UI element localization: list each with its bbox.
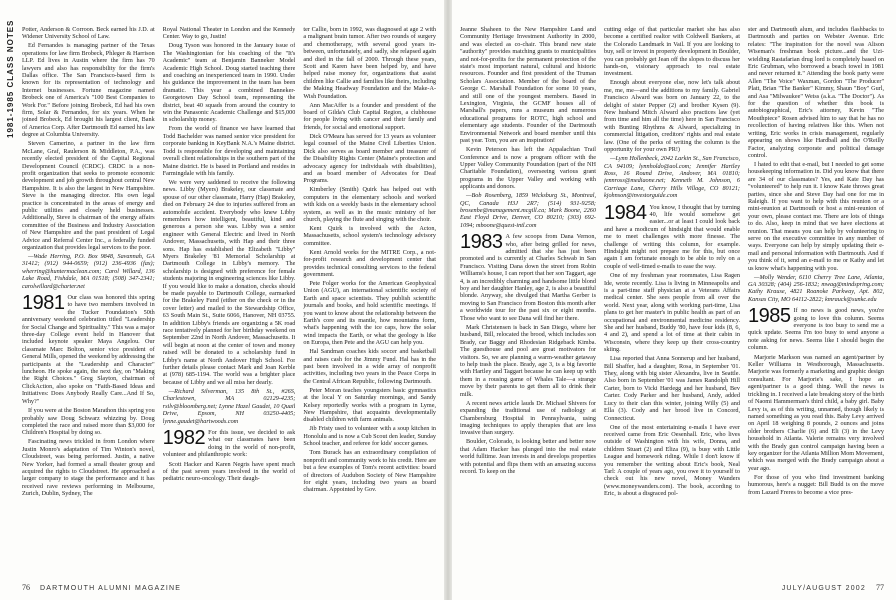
class-note-text: Our class was honored this spring to have two members involved in the Tucker Foundation's 50th anniversary weekend celebration titled "Leadership for Social Change and Spirituality." This was a major three-day College event held in Hanover that included keynote speaker Maya Angelou. Our classmate Marc Bolton, senior vice president of General Mills, opened the weekend by addressing the participants at the "Leadership and Character" luncheon. He spoke again, the next day, on "Making the Right Choices." Greg Slayton, chairman of ClickAction, also spoke on "Faith-Based Ideas and Initiatives: Does Anybody Really Care...And If So, Why?" bbox=[22, 294, 155, 405]
class-year-section bbox=[460, 233, 596, 322]
right-page bbox=[452, 0, 896, 600]
class-year-heading: 1981 bbox=[22, 292, 65, 314]
magazine-title: DARTMOUTH ALUMNI MAGAZINE bbox=[40, 585, 182, 592]
class-note-paragraph bbox=[22, 294, 155, 405]
class-note-paragraph: ter Callie, born in 1992, was diagnosed at age 2 with a malignant brain tumor. After two rounds of surgery and chemotherapy, with several good years in-between, unfortunately, and sadly, she relapsed again and died in the fall of 2000. Through these years, Scott and Karen have been helped by, and have helped raise money for, organizations that assist children like Callie and families like theirs, including the Making Headway Foundation and the Make-A-Wish Foundation. bbox=[303, 26, 437, 100]
class-note-paragraph: Kevin Peterson has left the Appalachian Trail Conference and is now a program officer with the Upper Valley Community Foundation (part of the NH Charitable Foundation), overseeing various grant programs in the Upper Valley and working with applicants and donors. bbox=[460, 146, 596, 191]
class-note-paragraph: Dick O'Meara has served for 13 years as volunteer legal counsel of the Maine Civil Liberties Union. Dick also serves as board member and treasurer of the Disability Rights Center (Maine's protection and advocacy agency for individuals with disabilities), and as board member of Advocates for Deaf Programs. bbox=[303, 132, 437, 185]
left-page bbox=[0, 0, 444, 600]
class-note-paragraph: For those of you who find investment banking humorous, here's a nugget: Bill Budd is on the move from Lazard Freres to become a vice pres- bbox=[748, 473, 884, 496]
class-note-paragraph: Mark Christensen is back in San Diego, where her husband, Bill, relocated the brood, which includes son Brady, car Baggy and Rhodesian Ridgeback Kimba. The guesthouse and pool are great motivators for visitors. So, we are planning a warm-weather getaway to help trash the place. Brady, age 3, is a big favorite with Hartley and Taggart because he can keep up with them in a rousing game of Whales Tale—a strange move by their parents to get them all to drink their milk. bbox=[460, 324, 596, 398]
class-note-paragraph: Scott Hacker and Karen Negris have spent much of the past seven years involved in the world of pediatric neuro-oncology. Their daugh- bbox=[162, 460, 296, 483]
class-note-paragraph: Royal National Theater in London and the Kennedy Center. Way to go, Justin! bbox=[162, 26, 296, 41]
class-note-paragraph: A recent news article lauds Dr. Michael Shivers for expanding the traditional use of radiology at Chambersburg Hospital in Pennsylvania, using imaging techniques to apply therapies that are less invasive than surgery. bbox=[460, 399, 596, 437]
class-notes-side-label: 1981-1985 CLASS NOTES bbox=[6, 20, 15, 139]
class-note-paragraph: One of my freshman year roommates, Lisa Ragen Ide, wrote recently. Lisa is living in Minneapolis and is a part-time staff physician at a Veterans Affairs medical center. She sees people from all over the world. Next year, along with working part-time, Lisa plans to get her master's in public health as part of an occupational and environmental medicine residency. She and her husband, Buddy '80, have four kids (8, 6, 4 and 2), and spend a lot of time at their cabin in Wisconsin, where they keep up their cross-country skiing. bbox=[604, 272, 740, 354]
class-note-paragraph: Kimberley (Smith) Quirk has helped out with computers in the elementary schools and worked with kids on a weekly basis in the elementary school system, as well as in the music ministry of her church, playing the flute and singing with the choir. bbox=[303, 186, 437, 223]
class-year-heading: 1982 bbox=[162, 426, 206, 449]
left-column-3 bbox=[303, 26, 436, 574]
issue-date: JULY/AUGUST 2002 bbox=[781, 585, 866, 592]
class-year-section bbox=[162, 426, 296, 459]
class-note-paragraph: Ed Fernandes is managing partner of the Texas operations for law firm Brobeck, Phleger & Harrison LLP. Ed lives in Austin where the firm has 70 lawyers and also has responsibility for the firm's Dallas office. The San Francisco-based firm is known for its representation of technology and Internet businesses. Fortune magazine named Brobeck one of America's "100 Best Companies to Work For." Before joining Brobeck, Ed had his own firm, Solar & Fernandes, for six years. When he joined Brobeck, Ed brought his largest client, Bank of America Corp. After Dartmouth Ed earned his law degree at Columbia University. bbox=[22, 42, 155, 139]
right-column-3 bbox=[748, 26, 884, 574]
left-column-2 bbox=[163, 26, 296, 574]
class-note-paragraph: Ann MacAffer is a founder and president of the board of Gilda's Club Capital Region, a clubhouse for people living with cancer and their family and friends, for social and emotional support. bbox=[303, 101, 437, 131]
class-note-paragraph: Hal Sandman coaches kids soccer and basketball and raises cash for the Jimmy Fund. Hal has in the past been involved in a wide array of nonprofit activities, including two years in the Peace Corps in the Central African Republic, following Dartmouth. bbox=[303, 348, 437, 385]
class-note-paragraph bbox=[162, 426, 296, 459]
right-footer bbox=[460, 583, 884, 592]
class-year-section bbox=[604, 201, 740, 271]
class-secretary-address: —Wade Herring, P.O. Box 9848, Savannah, GA 31412; (912) 944-0659; (912) 236-4936 (fax); wherring@huntermaclean.com; Carol Willard, 136 Lake Road, Fishdale, MA 01518; (508) 347-2341; carolwillard@charter.net bbox=[22, 252, 155, 290]
class-note-paragraph: Jeanne Shaheen to the New Hampshire Land and Community Heritage Investment Authority in 2000, and was elected as co-chair. This brand new state "authority" provides matching grants to municipalities and not-for-profits for the permanent protection of the state's most important natural, cultural and historic resources. Founder and first president of the Truman Scholars Association. Member of the board of the George C. Marshall Foundation for some 10 years, and still one of the youngest members. Based in Lexington, Virginia, the GCMF houses all of Marshall's papers, runs a museum and numerous educational programs for ROTC, high school and elementary age students. Founder of the Dartmouth Environmental Network and board member until this past year. Tom, you are an inspiration! bbox=[460, 26, 596, 145]
class-note-paragraph bbox=[604, 201, 740, 271]
class-note-paragraph: Fascinating news trickled in from London where Justin Monro's adaptation of Tim Winton's novel, Cloudstreet, was being performed. Justin, a native New Yorker, had formed a small theater group and acquired the rights to Cloudstreet. He approached a larger company to stage the performance and it has received rave reviews performing in Melbourne, Zurich, Dublin, Sydney, The bbox=[22, 438, 155, 498]
class-year-section bbox=[22, 294, 155, 405]
class-note-paragraph: Tom Burack has an extraordinary compilation of nonprofit and community work to his credit. Here are but a few examples of Tom's recent activities: board of directors of Audubon Society of New Hampshire for eight years, including two years as board chairman. Appointed by Gov. bbox=[303, 449, 437, 494]
class-note-paragraph: Peter Moran teaches youngsters basic gymnastics at the local Y on Saturday mornings, and Sandy Kelsey reportedly works with a program in Lyme, New Hampshire, that acquaints developmentally disabled children with farm animals. bbox=[303, 386, 437, 424]
page-number: 76 bbox=[22, 583, 30, 592]
class-secretary-address: —Molly Wender, 6110 Cherry Tree Lane, Atlanta, GA 30328; (404) 256-1832; mwag@mindspring.com; Kathy Krause, 4821 Roanoke Parkway, Apt. 802, Kansas City, MO 64112-2822; kmrauck@sunkc.edu bbox=[748, 273, 884, 303]
class-note-paragraph: Marjorie Markson was named an agent/partner by Keller Williams in Westborough, Massachusetts. Marjorie was formerly a marketing and graphic design consultant. For Marjorie's sake, I hope an agent/partner is a good thing. Well the news is trickling in. I received a late breaking story of the birth of Naomi Hammerman's third child, a baby girl. Baby Levy is, as of this writing, unnamed, though likely is named something as you read this. Baby Levy arrived on April 18 weighing 8 pounds, 2 ounces and joins older brothers Charlie (6) and Eli (3) in the Levy household in Atlanta. Valerie remains very involved with the Brady gun control campaign having been a key organizer for the Atlanta Million Mom Movement, which was merged with the Brady campaign about a year ago. bbox=[748, 353, 884, 472]
class-note-paragraph: ster and Dartmouth alum, and includes flashbacks to Dartmouth and parties on Webster Avenue. Eric relates: "The inspiration for the novel was Alison Wiseman's freshman book picture...and the Uzi-wielding Rastafarian drug lord is completely based on Eric Grubman, who borrowed a beach towel in 1981 and never returned it." Attending the book party were Allen "The Voice" Waxman, Gordon "The Producer" Platt, Brian "The Banker" Kimmy, Shaun "Boy" Gurl, and Asa "Milwaukee" Weiss (a.k.a. "The Doctor"). As for the question of whether this book is autobiographical, Eric's attorney, Kevin "The Mouthpiece" Rosen advised him to say that he has no recollection of having relatives like this. When not writing, Eric works in crisis management, regularly appearing on shows like Hardball and the O'Reilly Factor, analyzing corporate and political damage control. bbox=[748, 26, 884, 159]
right-columns bbox=[460, 26, 884, 574]
class-note-text: A few scoops from Dana Vernon, who, after being grilled for news, admitted that she has just been promoted and is currently at Charles Schwab in San Francisco. Visiting Dana down the street from Robin Williams's house, I can report that her son Taggart, age 4, is an incredibly charming and handsome little blond boy and her daughter Hanley, age 2, is also a beautiful blonde. Anyway, she divulged that Martha Gerber is moving to San Francisco from Boston this month after a worldwide tour for the past six or eight months. Those who want to see Dana will find her there. bbox=[460, 233, 596, 322]
class-year-heading: 1984 bbox=[604, 201, 647, 224]
class-note-paragraph: Doug Tyson was honored in the January issue of The Washingtonian for his coaching of the "It's Academic" team at Benjamin Banneker Model Academic High School. Doug started teaching there and coaching an inexperienced team in 1990. Under his guidance the improvement in the team has been dramatic. This year a combined Banneker-Georgetown Day School team, representing the district, beat 40 squads from around the country to win the Panasonic Academic Challenge and $15,000 in scholarship money. bbox=[162, 42, 296, 124]
class-note-paragraph bbox=[460, 233, 596, 322]
class-note-paragraph: Enough about everyone else, now let's talk about me, me, me—and the additions to my family. Gabriel Francisco Alward was born on January 22, to the delight of sister Pepper (2) and brother Kysen (9). New husband Mitch Alward also practices law (yet from time and him all the time) here in San Francisco with Bunting Rhythms & Alward, specializing in commercial litigation, creditors' rights and real estate law. (One of the perks of writing the column is the opportunity for your own PR!) bbox=[604, 79, 740, 154]
class-note-paragraph: We were very saddened to receive the following news. Libby (Myers) Brakeley, our classmate and spouse of our other classmate, Harry (Hap) Brakeley, died on February 24 due to injuries suffered from an automobile accident. Everybody who knew Libby remembers how intelligent, beautiful, kind and generous a person she was. Libby was a senior engineer with General Electric and lived in North Andover, Massachusetts, with Hap and their three sons. Hap has established the Elizabeth "Libby" Myers Brakeley '81 Memorial Scholarship at Dartmouth College in Libby's memory. The scholarship is designed with preference for female students majoring in engineering sciences like Libby. If you would like to make a donation, checks should be made payable to Dartmouth College, earmarked for the Brakeley Fund (either on the check or in the cover letter) and mailed to the Stewardship Office, 63 South Main St., Suite 6066, Hanover, NH 03755. In addition Libby's friends are organizing a 5K road race tentatively planned for her birthday weekend on September 22nd in North Andover, Massachusetts. It will begin at noon at the center of town and money raised will be donated to a scholarship fund in Libby's name at North Andover High School. For further details please contact Mark and Joan Kerble at (978) 685-1194. The world was a brighter place because of Libby and we all miss her dearly. bbox=[162, 178, 296, 386]
class-note-paragraph: Kent Quirk is involved with the Acton, Massachusetts, school system's technology advisory committee. bbox=[303, 224, 437, 247]
class-note-paragraph: Steven Camerino, a partner in the law firm McLane, Graf, Raulerson & Middleton, P.A., was recently elected president of the Capital Regional Development Council (CRDC). CRDC is a non-profit organization that seeks to promote economic development and job growth throughout central New Hampshire. It is also the largest in New Hampshire. Steve is the managing director. His own legal practice is concentrated in the areas of energy and public utilities and closely held businesses. Additionally, Steve is chairman of the energy affairs committee of the Business and Industry Association of New Hampshire and the past president of Legal Advice and Referral Center Inc., a federally funded organization that provides legal services to the poor. bbox=[22, 140, 155, 251]
right-column-2 bbox=[604, 26, 740, 574]
class-secretary-address: —Lynn Hollenbeck, 2042 Larkin St., San Francisco, CA 94109; lynnholdo@aol.com; Jennifer Hartley Ross, 16 Round Drive, Andover, MA 01810; jennross@mediaone.net; Kenneth M. Johnson, 6 Carriage Lane, Cherry Hills Village, CO 80121; kjohnson@investorguide.com bbox=[604, 155, 740, 200]
class-note-paragraph: Boulder, Colorado, is looking better and better now that Adam Hacker has plunged into the real estate world fulltime. Jean invests in and develops properties with potential and flips them with an amazing success record. To keep on the bbox=[460, 438, 596, 475]
left-column-1 bbox=[22, 26, 155, 574]
class-year-heading: 1983 bbox=[460, 231, 503, 254]
class-note-paragraph bbox=[748, 307, 884, 351]
class-secretary-address: —Richard Silverman, 135 8th St., #26S, Charlestown, MA 02129-4235; rsilv@bloomberg.net; Lynne Hazel Gaudet, 10 Quail Drive, Epsom, NH 03250-4405; lynne.gaudet@hartwoods.com bbox=[162, 387, 296, 425]
left-columns bbox=[22, 26, 436, 574]
class-note-paragraph: Potter, Anderson & Corroon. Beck earned his J.D. at Widener University School of Law. bbox=[22, 26, 155, 41]
class-note-paragraph: If you were at the Boston Marathon this spring you probably saw Doug Schwarz whizzing by. Doug completed the race and raised more than $3,000 for Children's Hospital by doing so. bbox=[22, 407, 155, 437]
class-note-paragraph: One of the most entertaining e-mails I have ever received came from Eric Oesenhall. Eric, who lives outside of Washington with his wife, Donna, and children Stuart (2) and Eliza (9), is busy with Little League and homework riding. While I don't know if you remember the writing about Eric's book, Neal Tarl: A couple of years ago, you owe it to yourself to check out his new novel, Money Wanders (www.moneywanders.com). The book, according to Eric, is about a disgraced pol- bbox=[604, 423, 740, 498]
class-note-text: For this issue, we decided to ask what our classmates have been doing in the world of non-profit, volunteer and philanthropic work: bbox=[162, 428, 296, 459]
class-note-paragraph: Pete Folger works for the American Geophysical Union (AGU), an international scientific society of Earth and space scientists. They publish scientific journals and books, and hold scientific meetings. If you want to know about the relationship between the Earth's core and its mantle, how mountains form, what's happening with the ice caps, how the solar wind impacts the Earth, or what the geology is like on Europa, then Pete and the AGU can help you. bbox=[303, 279, 437, 347]
left-footer bbox=[22, 583, 432, 592]
class-note-paragraph: Jib Fristy used to volunteer with a soup kitchen in Honolulu and is now a Cub Scout den leader, Sunday School teacher, and referee for kids' soccer games. bbox=[303, 425, 437, 448]
class-note-paragraph: Lisa reported that Anna Sonnerup and her husband, Bill Shaffer, had a daughter, Rosa, in September '01. They, along with big sister Alexandra, live in Seattle. Also born in September '01 was James Randolph Hill Carter, born to Vicki Hardegg and her husband, Bev Carter. Cody Parker and her husband, Andy, added Lucy to their clan this winter, joining Willy (5) and Ella (3). Cody and her brood live in Concord, Connecticut. bbox=[604, 355, 740, 422]
class-note-paragraph: cutting edge of that particular market she has also become a certified realtor with Coldwell Bankers, at the Colorado Landmark in Vail. If you are looking to buy, sell or invest in property development in Boulder, you can probably get Jean off the slopes to discuss her hands-on, visionary approach to real estate investment. bbox=[604, 26, 740, 78]
class-note-text: You know, I thought that by turning 40, life would somehow get easier...or at least I could look back and have a modicum of hindsight that would enable me to meet challenges with more finesse. The challenge of writing this column, for example. Hindsight might not prepare me for this, but once again I am fortunate enough to be able to rely on a couple of well-timed e-mails to ease the way. bbox=[604, 203, 740, 270]
class-note-paragraph: Kent Arnold works for the MITRE Corp., a not-for-profit research and development center that provides technical consulting services to the federal government. bbox=[303, 248, 437, 278]
class-note-paragraph: From the world of finance we have learned that Todd Bachelder was named senior vice president for corporate banking in KeyBank N.A.'s Maine district. Todd is responsible for developing and maintaining overall client relationships in the southern part of the Maine district. He is based in Portland and resides in Farmingdale with his family. bbox=[162, 125, 296, 177]
right-column-1 bbox=[460, 26, 596, 574]
class-year-heading: 1985 bbox=[748, 305, 791, 328]
class-note-paragraph: I hated to edit that e-mail, but I needed to get some housekeeping information in. Did you know that there are 34 of our classmates? Yes, and Kate Day has "volunteered" to help run it. I know Kate throws great parties, since she and Steve Day had one for me in Raleigh. If you want to help with this reunion or a mini-reunion at Dartmouth or host a mini-reunion of your own, please contact me. There are lots of things to do. Also, keep in mind that we have elections at reunion. That means you can help by volunteering to serve on the executive committee in any number of ways. Everyone can help by simply updating their e-mail and personal information with Dartmouth. And if you think of it, send an e-mail to me or Kathy and let us know what's happening with you. bbox=[748, 160, 884, 272]
class-year-section bbox=[748, 307, 884, 351]
page-gutter bbox=[444, 0, 452, 600]
class-secretary-address: —Bob Rosenberg, 1859 Wicksburg St., Montreal, QC, Canada H3J 2R7; (514) 931-9258; brosenbe@management.mcgill.ca; Mark Boone, 2260 East Floyd Drive, Denver, CO 80210; (303) 692-1094; mboone@quest-intl.com bbox=[460, 192, 596, 229]
class-note-text: If no news is good news, you're going to love this column. Seems everyone is too busy to send me a quick update. Seems I'm too busy to send anyone a note asking for news. Seems like I should begin the column. bbox=[748, 307, 884, 352]
page-number: 77 bbox=[876, 583, 884, 592]
